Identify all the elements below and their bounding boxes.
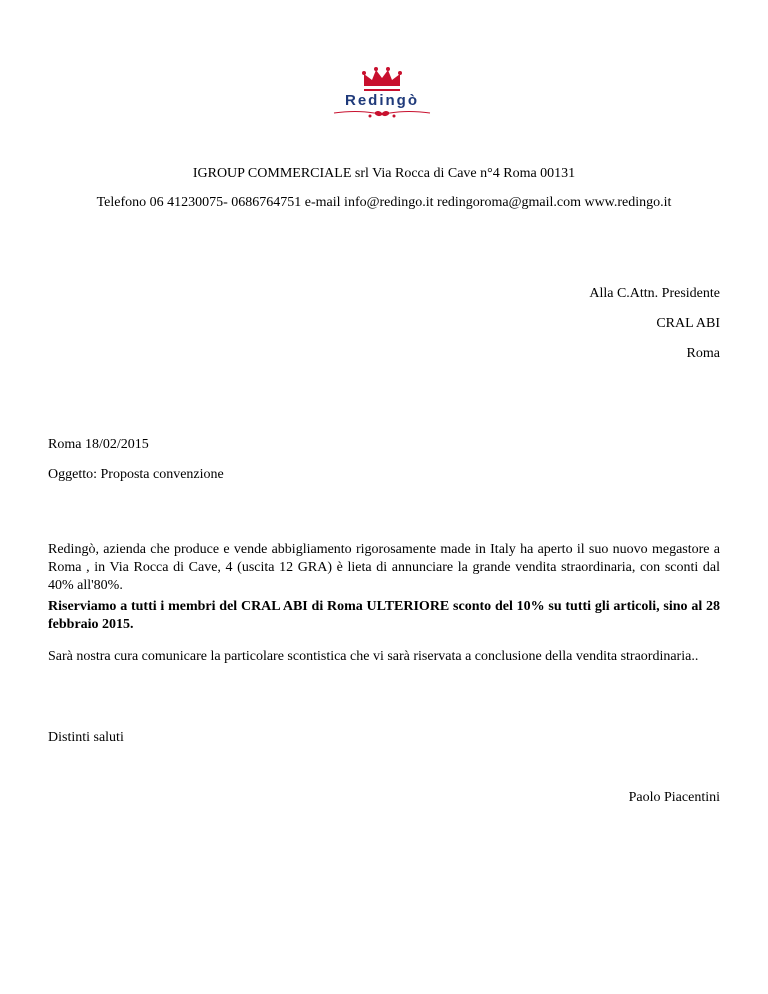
redingo-logo <box>326 66 438 124</box>
recipient-line-1: Alla C.Attn. Presidente <box>589 286 720 301</box>
company-contact-line: Telefono 06 41230075- 0686764751 e-mail info@redingo.it redingoroma@gmail.com www.redingo.it <box>96 195 672 210</box>
letter-date: Roma 18/02/2015 <box>48 437 149 452</box>
recipient-line-3: Roma <box>686 346 720 361</box>
recipient-line-2: CRAL ABI <box>656 316 720 331</box>
letter-subject: Oggetto: Proposta convenzione <box>48 467 224 482</box>
body-paragraph-2: Riserviamo a tutti i membri del CRAL ABI di Roma ULTERIORE sconto del 10% su tutti gli articoli, sino al 28 febbraio 2015. <box>48 599 720 632</box>
ornament-icon <box>326 66 438 124</box>
closing-salutation: Distinti saluti <box>48 730 124 745</box>
signature-name: Paolo Piacentini <box>628 790 720 805</box>
company-address-line: IGROUP COMMERCIALE srl Via Rocca di Cave n°4 Roma 00131 <box>192 166 576 181</box>
body-paragraph-1: Redingò, azienda che produce e vende abbigliamento rigorosamente made in Italy ha aperto il suo nuovo megastore a Roma , in Via Rocca di Cave, 4 (uscita 12 GRA) è lieta di annunciare la grande vendita straordinaria, con sconti dal 40% all'80%. <box>48 542 720 593</box>
logo-brand-text: Redingò <box>345 92 419 109</box>
body-paragraph-3: Sarà nostra cura comunicare la particolare scontistica che vi sarà riservata a conclusione della vendita straordinaria.. <box>48 649 699 664</box>
